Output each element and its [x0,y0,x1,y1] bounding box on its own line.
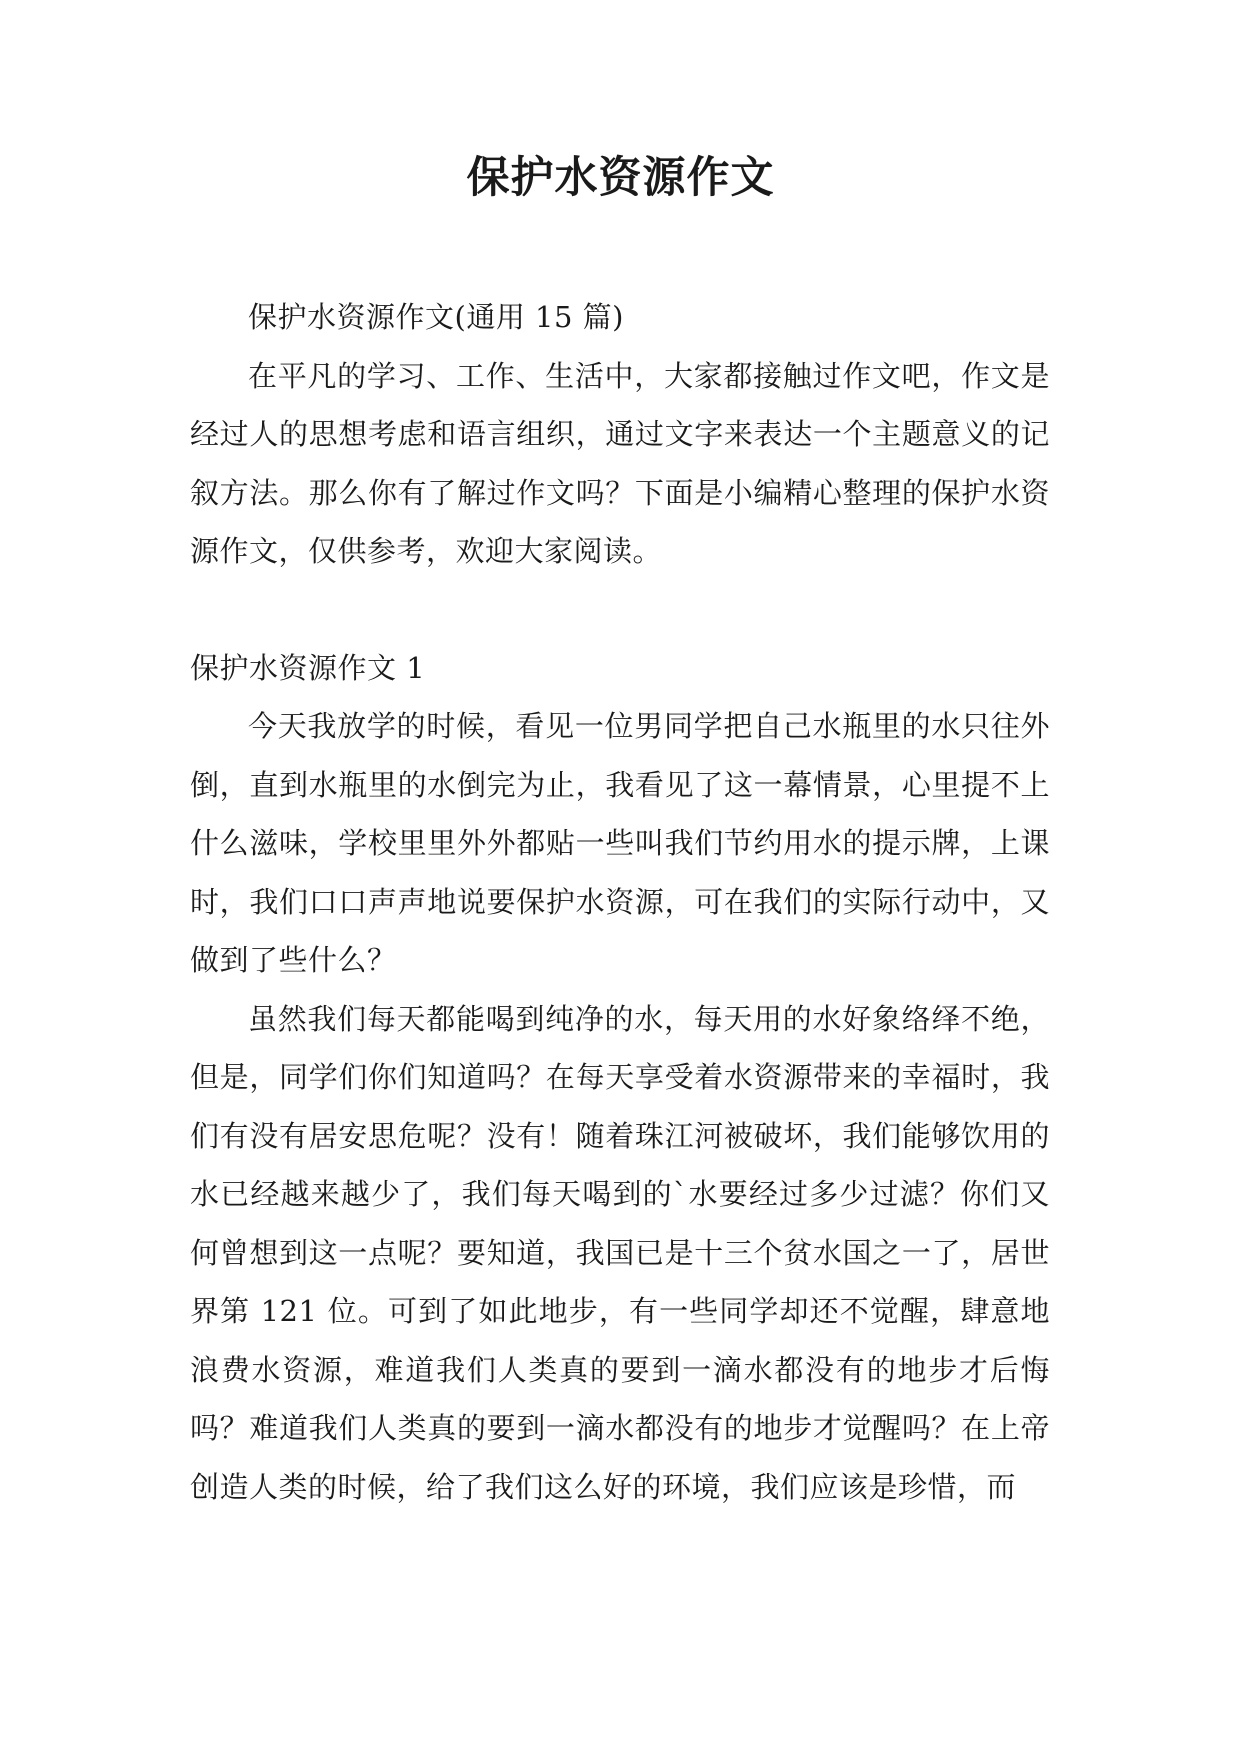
section-spacer [190,581,1050,639]
intro-paragraph: 在平凡的学习、工作、生活中，大家都接触过作文吧，作文是经过人的思想考虑和语言组织，通过文字来表达一个主题意义的记叙方法。那么你有了解过作文吗？下面是小编精心整理的保护水资源作文，仅供参考，欢迎大家阅读。 [190,358,1050,568]
document-body [190,288,1050,1516]
body-paragraph: 虽然我们每天都能喝到纯净的水，每天用的水好象络绎不绝，但是，同学们你们知道吗？在每天享受着水资源带来的幸福时，我们有没有居安思危呢？没有！随着珠江河被破坏，我们能够饮用的水已经越来越少了，我们每天喝到的`水要经过多少过滤？你们又何曾想到这一点呢？要知道，我国已是十三个贫水国之一了，居世界第 121 位。可到了如此地步，有一些同学却还不觉醒，肆意地浪费水资源，难道我们人类真的要到一滴水都没有的地步才后悔吗？难道我们人类真的要到一滴水都没有的地步才觉醒吗？在上帝创造人类的时候，给了我们这么好的环境，我们应该是珍惜，而 [190,1001,1050,1504]
document-title: 保护水资源作文 [466,153,775,203]
section-heading: 保护水资源作文 1 [190,650,426,685]
subtitle: 保护水资源作文(通用 15 篇) [248,300,624,334]
body-paragraph: 今天我放学的时候，看见一位男同学把自己水瓶里的水只往外倒，直到水瓶里的水倒完为止，我看见了这一幕情景，心里提不上什么滋味，学校里里外外都贴一些叫我们节约用水的提示牌，上课时，我们口口声声地说要保护水资源，可在我们的实际行动中，又做到了些什么？ [190,709,1050,977]
